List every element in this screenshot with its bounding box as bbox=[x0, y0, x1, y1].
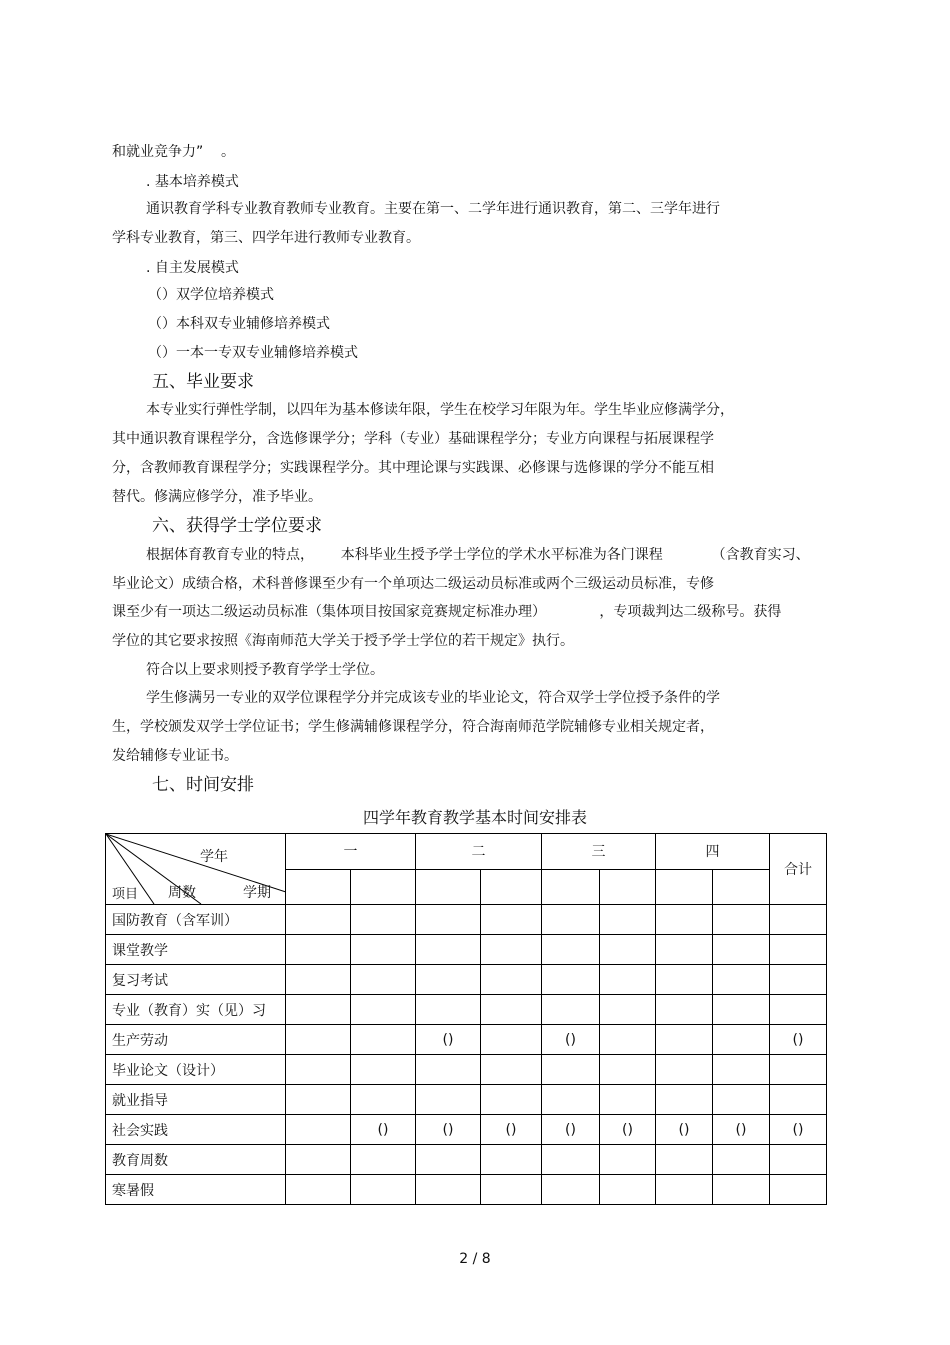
table-cell bbox=[656, 905, 713, 935]
table-cell bbox=[713, 1175, 770, 1205]
table-row bbox=[106, 1115, 827, 1145]
table-cell bbox=[416, 905, 481, 935]
section-label: . 基本培养模式 bbox=[146, 174, 239, 190]
table-cell bbox=[542, 995, 600, 1025]
table-cell bbox=[600, 935, 656, 965]
paragraph-text: 替代。修满应修学分，准予毕业。 bbox=[112, 489, 322, 505]
table-cell: () bbox=[770, 1115, 827, 1145]
table-cell bbox=[713, 935, 770, 965]
paragraph-text: 和就业竞争力” 。 bbox=[112, 144, 236, 160]
semester-cell bbox=[481, 869, 542, 905]
table-cell bbox=[542, 1175, 600, 1205]
table-cell bbox=[770, 995, 827, 1025]
table-cell: () bbox=[481, 1115, 542, 1145]
table-row bbox=[106, 1055, 827, 1085]
table-cell bbox=[416, 995, 481, 1025]
table-row bbox=[106, 1175, 827, 1205]
table-cell bbox=[600, 905, 656, 935]
table-cell bbox=[713, 1025, 770, 1055]
table-cell bbox=[286, 1175, 351, 1205]
table-row bbox=[106, 905, 827, 935]
table-cell bbox=[600, 1055, 656, 1085]
table-cell: () bbox=[416, 1115, 481, 1145]
paragraph-text: 毕业论文）成绩合格，术科普修课至少有一个单项达二级运动员标准或两个三级运动员标准，专修 bbox=[112, 576, 714, 592]
table-row bbox=[106, 965, 827, 995]
corner-label-item: 项目 bbox=[112, 887, 139, 902]
table-cell bbox=[770, 905, 827, 935]
table-cell bbox=[351, 995, 416, 1025]
semester-cell bbox=[713, 869, 770, 905]
table-row bbox=[106, 995, 827, 1025]
table-cell: () bbox=[542, 1115, 600, 1145]
list-item: （）一本一专双专业辅修培养模式 bbox=[148, 345, 358, 361]
table-cell bbox=[542, 935, 600, 965]
row-label: 专业（教育）实（见）习 bbox=[106, 995, 286, 1025]
paragraph-text: 生，学校颁发双学士学位证书；学生修满辅修课程学分，符合海南师范学院辅修专业相关规定者， bbox=[112, 719, 714, 735]
table-cell bbox=[351, 1175, 416, 1205]
table-cell bbox=[542, 1145, 600, 1175]
row-label: 复习考试 bbox=[106, 965, 286, 995]
table-cell bbox=[656, 965, 713, 995]
table-cell bbox=[656, 1145, 713, 1175]
paragraph-text: 学位的其它要求按照《海南师范大学关于授予学士学位的若干规定》执行。 bbox=[112, 633, 574, 649]
table-cell bbox=[656, 1055, 713, 1085]
corner-label-weeks: 周数 bbox=[168, 885, 196, 901]
corner-label-year: 学年 bbox=[200, 849, 228, 865]
table-cell bbox=[481, 1055, 542, 1085]
semester-cell bbox=[542, 869, 600, 905]
row-label: 课堂教学 bbox=[106, 935, 286, 965]
table-cell bbox=[600, 1025, 656, 1055]
table-cell bbox=[600, 1145, 656, 1175]
table-cell bbox=[713, 995, 770, 1025]
table-cell bbox=[713, 1085, 770, 1115]
table-cell bbox=[351, 1085, 416, 1115]
section-heading: 七、时间安排 bbox=[152, 775, 254, 795]
section-heading: 五、毕业要求 bbox=[152, 372, 254, 392]
semester-cell bbox=[656, 869, 713, 905]
table-cell bbox=[286, 1115, 351, 1145]
table-cell bbox=[286, 965, 351, 995]
row-label: 生产劳动 bbox=[106, 1025, 286, 1055]
table-cell bbox=[286, 905, 351, 935]
table-cell bbox=[481, 965, 542, 995]
semester-cell bbox=[351, 869, 416, 905]
table-cell bbox=[656, 1175, 713, 1205]
row-label: 社会实践 bbox=[106, 1115, 286, 1145]
table-cell bbox=[481, 905, 542, 935]
table-cell bbox=[286, 1145, 351, 1175]
year-header-3: 三 bbox=[542, 834, 656, 870]
table-row bbox=[106, 1025, 827, 1055]
semester-cell bbox=[600, 869, 656, 905]
table-cell bbox=[600, 965, 656, 995]
total-header: 合计 bbox=[770, 834, 827, 905]
table-cell bbox=[351, 905, 416, 935]
semester-cell bbox=[286, 869, 351, 905]
corner-label-semester: 学期 bbox=[243, 885, 271, 901]
paragraph-text: 发给辅修专业证书。 bbox=[112, 748, 238, 764]
table-cell bbox=[656, 995, 713, 1025]
paragraph-text: 本专业实行弹性学制，以四年为基本修读年限，学生在校学习年限为年。学生毕业应修满学分， bbox=[146, 402, 734, 418]
table-cell bbox=[656, 1025, 713, 1055]
row-label: 教育周数 bbox=[106, 1145, 286, 1175]
table-cell bbox=[481, 1085, 542, 1115]
row-label: 国防教育（含军训） bbox=[106, 905, 286, 935]
table-cell bbox=[351, 1055, 416, 1085]
table-cell bbox=[713, 905, 770, 935]
paragraph-text: 其中通识教育课程学分，含选修课学分；学科（专业）基础课程学分；专业方向课程与拓展课程学 bbox=[112, 431, 714, 447]
list-item: （）本科双专业辅修培养模式 bbox=[148, 316, 330, 332]
table-row bbox=[106, 935, 827, 965]
table-row bbox=[106, 1145, 827, 1175]
paragraph-text: 分，含教师教育课程学分；实践课程学分。其中理论课与实践课、必修课与选修课的学分不能互相 bbox=[112, 460, 714, 476]
table-cell bbox=[770, 1085, 827, 1115]
table-cell bbox=[481, 1025, 542, 1055]
table-cell bbox=[713, 1055, 770, 1085]
table-cell bbox=[542, 965, 600, 995]
table-cell bbox=[416, 1055, 481, 1085]
table-cell: () bbox=[542, 1025, 600, 1055]
paragraph-text: 根据体育教育专业的特点， 本科毕业生授予学士学位的学术水平标准为各门课程 （含教育实习、 bbox=[146, 547, 810, 563]
paragraph-text: 课至少有一项达二级运动员标准（集体项目按国家竞赛规定标准办理） ，专项裁判达二级称号。获得 bbox=[112, 604, 782, 620]
table-cell bbox=[600, 1175, 656, 1205]
row-label: 毕业论文（设计） bbox=[106, 1055, 286, 1085]
page-number: 2 / 8 bbox=[459, 1251, 491, 1267]
table-cell bbox=[416, 965, 481, 995]
paragraph-text: 符合以上要求则授予教育学学士学位。 bbox=[146, 662, 384, 678]
table-cell bbox=[481, 1175, 542, 1205]
table-cell bbox=[286, 995, 351, 1025]
table-cell: () bbox=[416, 1025, 481, 1055]
table-cell bbox=[656, 1085, 713, 1115]
year-header-1: 一 bbox=[286, 834, 416, 870]
table-cell bbox=[481, 935, 542, 965]
table-cell bbox=[600, 1085, 656, 1115]
table-cell bbox=[600, 995, 656, 1025]
table-cell bbox=[416, 1175, 481, 1205]
table-cell bbox=[713, 965, 770, 995]
section-heading: 六、获得学士学位要求 bbox=[152, 516, 322, 536]
table-cell bbox=[416, 1085, 481, 1115]
row-label: 就业指导 bbox=[106, 1085, 286, 1115]
table-cell bbox=[713, 1145, 770, 1175]
table-cell bbox=[542, 1055, 600, 1085]
table-cell bbox=[351, 965, 416, 995]
table-cell bbox=[286, 1025, 351, 1055]
table-cell bbox=[770, 1175, 827, 1205]
section-label: . 自主发展模式 bbox=[146, 260, 239, 276]
table-cell bbox=[656, 935, 713, 965]
table-cell bbox=[481, 1145, 542, 1175]
table-cell bbox=[286, 1085, 351, 1115]
table-cell bbox=[286, 935, 351, 965]
table-cell bbox=[770, 965, 827, 995]
list-item: （）双学位培养模式 bbox=[148, 287, 274, 303]
year-header-2: 二 bbox=[416, 834, 542, 870]
table-cell: () bbox=[351, 1115, 416, 1145]
table-cell: () bbox=[656, 1115, 713, 1145]
semester-cell bbox=[416, 869, 481, 905]
table-cell: () bbox=[713, 1115, 770, 1145]
row-label: 寒暑假 bbox=[106, 1175, 286, 1205]
table-cell bbox=[416, 935, 481, 965]
table-cell bbox=[351, 1025, 416, 1055]
table-corner-header bbox=[106, 834, 286, 905]
year-header-4: 四 bbox=[656, 834, 770, 870]
table-caption: 四学年教育教学基本时间安排表 bbox=[362, 808, 587, 827]
paragraph-text: 学生修满另一专业的双学位课程学分并完成该专业的毕业论文，符合双学士学位授予条件的学 bbox=[146, 690, 720, 706]
table-cell bbox=[416, 1145, 481, 1175]
table-cell bbox=[481, 995, 542, 1025]
table-cell bbox=[770, 935, 827, 965]
table-cell bbox=[770, 1145, 827, 1175]
table-cell bbox=[542, 1085, 600, 1115]
table-cell: () bbox=[770, 1025, 827, 1055]
paragraph-text: 通识教育学科专业教育教师专业教育。主要在第一、二学年进行通识教育，第二、三学年进行 bbox=[146, 201, 720, 217]
schedule-table bbox=[105, 833, 827, 1205]
table-cell bbox=[351, 1145, 416, 1175]
table-cell bbox=[286, 1055, 351, 1085]
paragraph-text: 学科专业教育，第三、四学年进行教师专业教育。 bbox=[112, 230, 420, 246]
table-cell bbox=[351, 935, 416, 965]
table-cell bbox=[770, 1055, 827, 1085]
table-row bbox=[106, 1085, 827, 1115]
table-cell bbox=[542, 905, 600, 935]
table-cell: () bbox=[600, 1115, 656, 1145]
